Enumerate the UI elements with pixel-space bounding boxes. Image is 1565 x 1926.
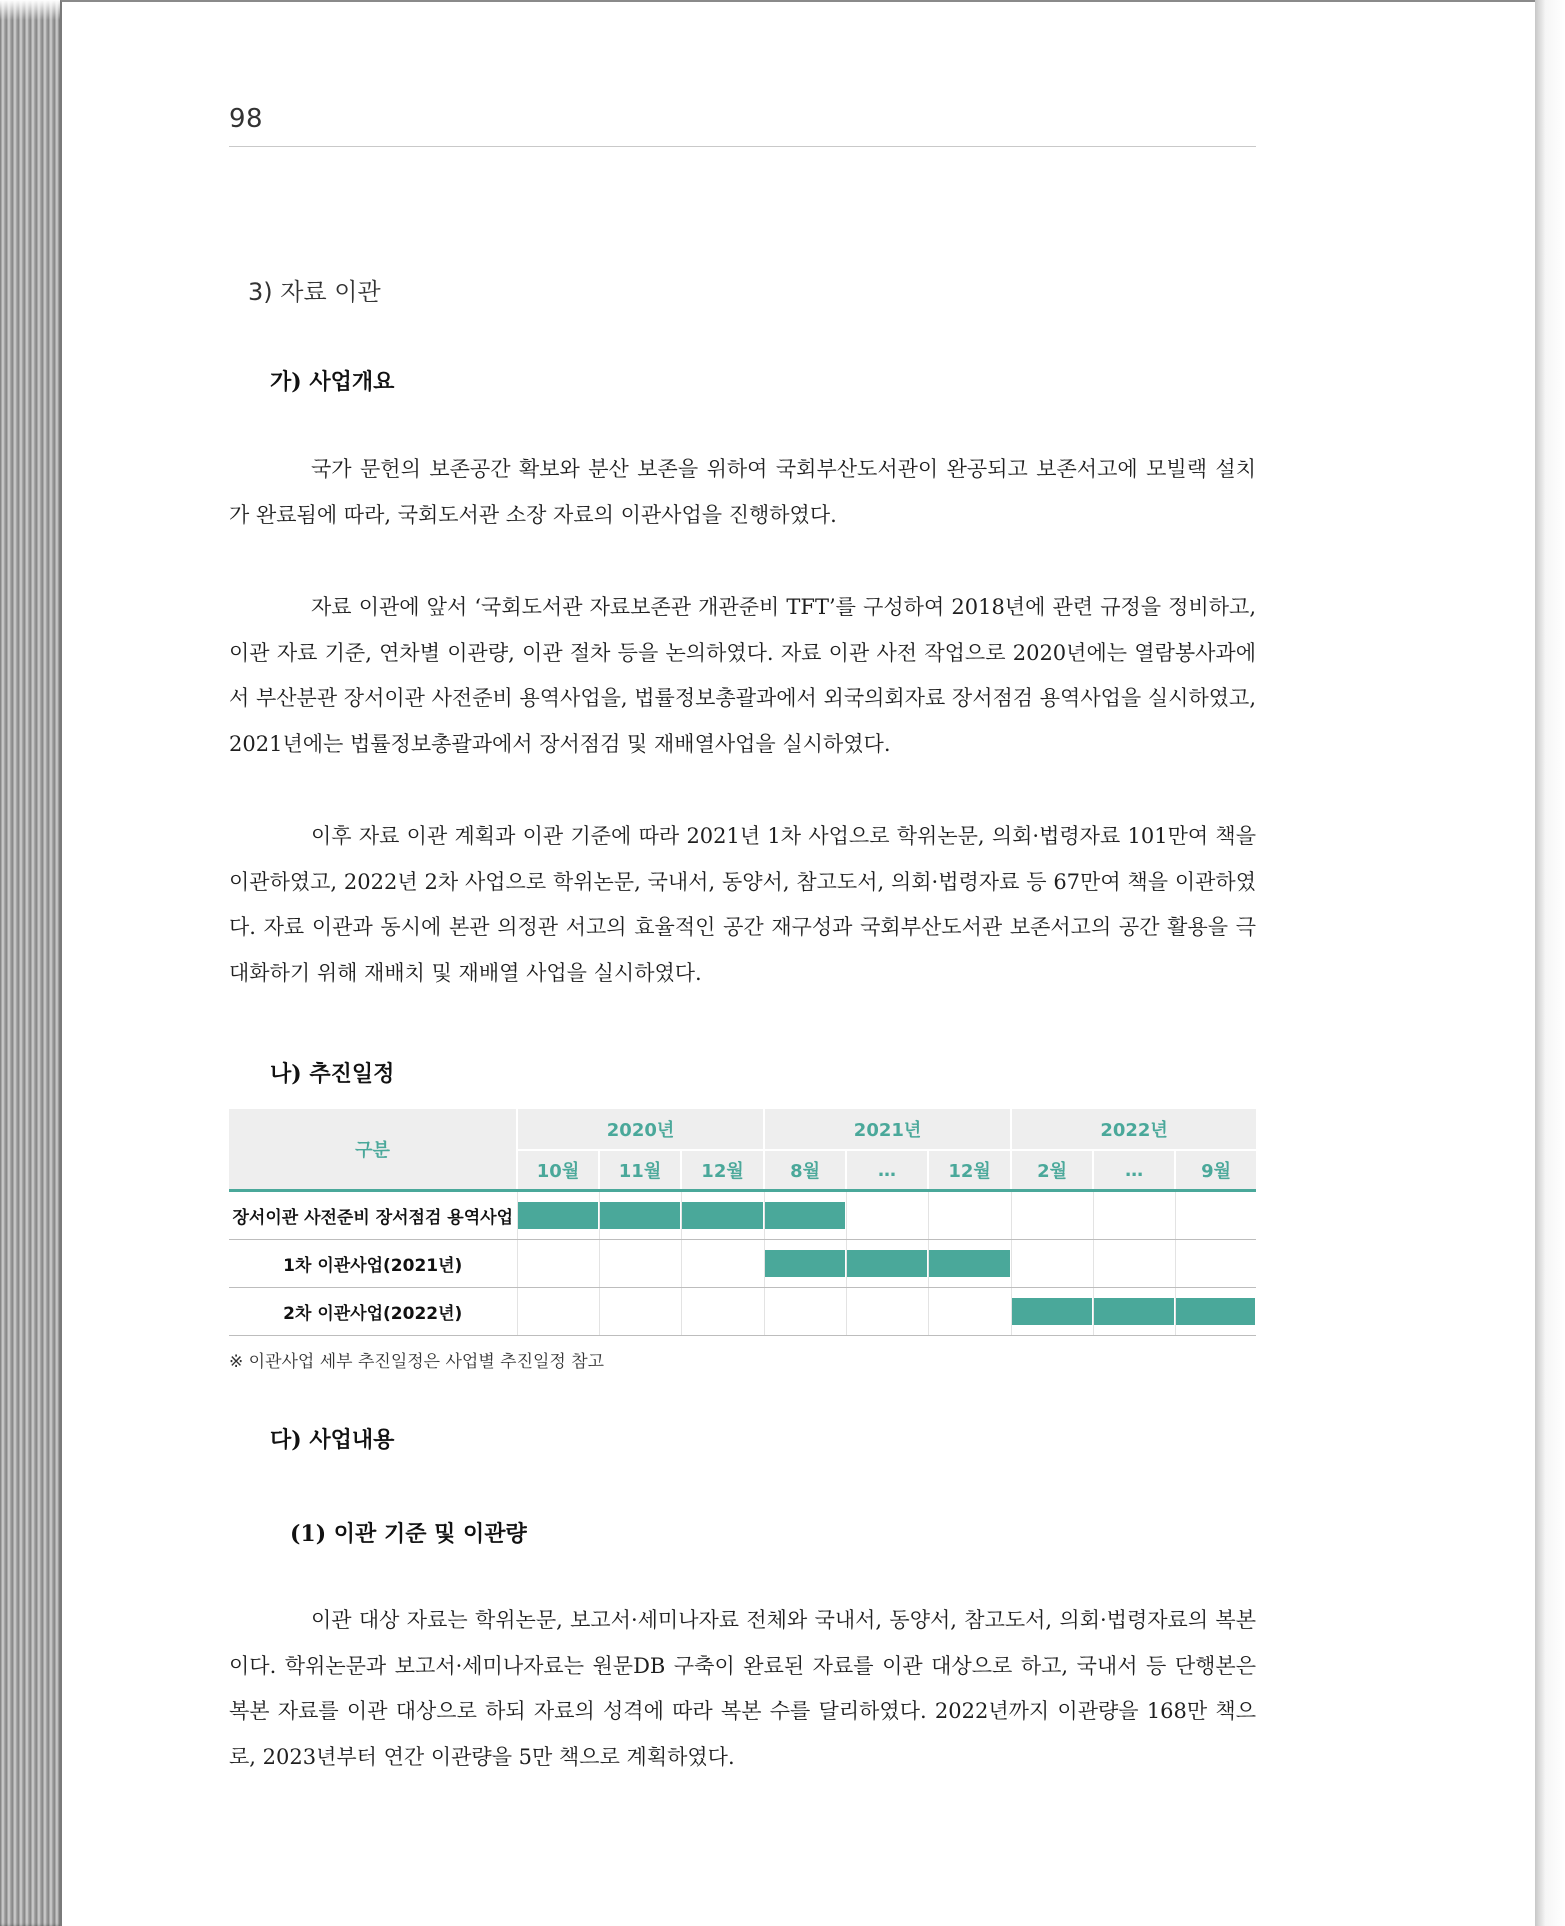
schedule-cell (928, 1240, 1011, 1288)
schedule-cell (1011, 1240, 1093, 1288)
schedule-heading: 나) 추진일정 (270, 1061, 395, 1087)
schedule-row (229, 1240, 1256, 1288)
schedule-bar (600, 1202, 681, 1229)
schedule-cell (764, 1192, 846, 1240)
year-header: 2020년 (517, 1109, 764, 1150)
schedule-cell (599, 1288, 681, 1336)
schedule-cell (1093, 1288, 1175, 1336)
overview-paragraph-2: 자료 이관에 앞서 ‘국회도서관 자료보존관 개관준비 TFT’를 구성하여 2018년에 관련 규정을 정비하고, 이관 자료 기준, 연차별 이관량, 이관 절차 등을 논의하였다. 자료 이관 사전 작업으로 2020년에는 열람봉사과에서 부산분관 장서이관 사전준비 용역사업을, 법률정보총괄과에서 외국의회자료 장서점검 용역사업을 실시하였고, 2021년에는 법률정보총괄과에서 장서점검 및 재배열사업을 실시하였다. (229, 595, 1256, 756)
header-rule (229, 146, 1256, 147)
schedule-cell (681, 1240, 764, 1288)
schedule-year-header-row (229, 1109, 1256, 1150)
schedule-row-label: 1차 이관사업(2021년) (229, 1240, 517, 1288)
schedule-row-label: 장서이관 사전준비 장서점검 용역사업 (229, 1192, 517, 1240)
schedule-cell (517, 1240, 599, 1288)
schedule-row (229, 1288, 1256, 1336)
month-header: 11월 (599, 1150, 681, 1191)
schedule-cell (846, 1192, 928, 1240)
section-title: 3) 자료 이관 (248, 278, 381, 306)
schedule-cell (681, 1288, 764, 1336)
year-header: 2021년 (764, 1109, 1011, 1150)
content-paragraph: 이관 대상 자료는 학위논문, 보고서·세미나자료 전체와 국내서, 동양서, 참고도서, 의회·법령자료의 복본이다. 학위논문과 보고서·세미나자료는 원문DB 구축이 완료된 자료를 이관 대상으로 하고, 국내서 등 단행본은 복본 자료를 이관 대상으로 하되 자료의 성격에 따라 복본 수를 달리하였다. 2022년까지 이관량을 168만 책으로, 2023년부터 연간 이관량을 5만 책으로 계획하였다. (229, 1608, 1256, 1769)
month-header: 2월 (1011, 1150, 1093, 1191)
schedule-bar (765, 1250, 846, 1277)
content-subheading: (1) 이관 기준 및 이관량 (290, 1521, 527, 1547)
schedule-cell (681, 1192, 764, 1240)
schedule-cell (1175, 1240, 1256, 1288)
schedule-cell (928, 1192, 1011, 1240)
schedule-cell (764, 1240, 846, 1288)
schedule-cell (1011, 1192, 1093, 1240)
schedule-note: ※ 이관사업 세부 추진일정은 사업별 추진일정 참고 (229, 1352, 605, 1372)
schedule-row-label: 2차 이관사업(2022년) (229, 1288, 517, 1336)
schedule-cell (928, 1288, 1011, 1336)
schedule-cell (1175, 1288, 1256, 1336)
schedule-cell (764, 1288, 846, 1336)
schedule-bar (1176, 1298, 1257, 1325)
schedule-cell (599, 1192, 681, 1240)
schedule-bar (1012, 1298, 1093, 1325)
schedule-cell (1093, 1192, 1175, 1240)
schedule-cell (846, 1240, 928, 1288)
content-heading: 다) 사업내용 (270, 1427, 395, 1453)
schedule-row (229, 1192, 1256, 1240)
schedule-table (229, 1109, 1256, 1336)
schedule-bar (682, 1202, 764, 1229)
book-page-edges (0, 0, 62, 1926)
month-header: 8월 (764, 1150, 846, 1191)
schedule-cell (1011, 1288, 1093, 1336)
schedule-bar (847, 1250, 928, 1277)
schedule-cell (846, 1288, 928, 1336)
schedule-bar (1094, 1298, 1175, 1325)
schedule-bar (518, 1202, 599, 1229)
overview-paragraph-3: 이후 자료 이관 계획과 이관 기준에 따라 2021년 1차 사업으로 학위논문, 의회·법령자료 101만여 책을 이관하였고, 2022년 2차 사업으로 학위논문, 국내서, 동양서, 참고도서, 의회·법령자료 등 67만여 책을 이관하였다. 자료 이관과 동시에 본관 의정관 서고의 효율적인 공간 재구성과 국회부산도서관 보존서고의 공간 활용을 극대화하기 위해 재배치 및 재배열 사업을 실시하였다. (229, 824, 1256, 985)
schedule-cell (517, 1192, 599, 1240)
month-header: 10월 (517, 1150, 599, 1191)
page-shadow (1535, 0, 1565, 1926)
schedule-cell (517, 1288, 599, 1336)
month-header: … (846, 1150, 928, 1191)
page-number: 98 (229, 104, 264, 134)
schedule-cell (599, 1240, 681, 1288)
month-header: 9월 (1175, 1150, 1256, 1191)
overview-paragraph-1: 국가 문헌의 보존공간 확보와 분산 보존을 위하여 국회부산도서관이 완공되고 보존서고에 모빌랙 설치가 완료됨에 따라, 국회도서관 소장 자료의 이관사업을 진행하였다. (229, 457, 1256, 527)
schedule-cell (1093, 1240, 1175, 1288)
schedule-bar (765, 1202, 846, 1229)
month-header: 12월 (681, 1150, 764, 1191)
schedule-bar (929, 1250, 1011, 1277)
year-header: 2022년 (1011, 1109, 1256, 1150)
overview-heading: 가) 사업개요 (270, 369, 395, 395)
month-header: … (1093, 1150, 1175, 1191)
month-header: 12월 (928, 1150, 1011, 1191)
schedule-cell (1175, 1192, 1256, 1240)
column-header-category: 구분 (229, 1109, 517, 1191)
